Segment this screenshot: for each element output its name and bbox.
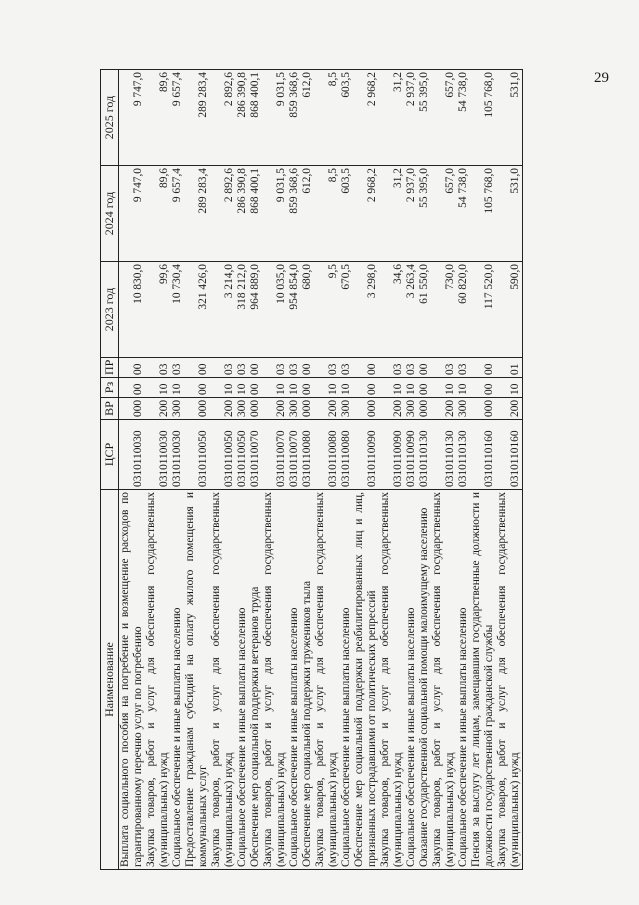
- row-rz: 10: [314, 378, 340, 398]
- row-pr: 00: [119, 358, 146, 378]
- header-2023: 2023 год: [101, 262, 119, 358]
- row-vr: 200: [210, 398, 236, 420]
- table-row: [184, 70, 210, 870]
- row-value-2025: 54 738,0: [457, 70, 470, 166]
- row-value-2024: 9 657,4: [171, 166, 184, 262]
- row-vr: 000: [353, 398, 379, 420]
- row-pr: 03: [288, 358, 301, 378]
- row-vr: 000: [184, 398, 210, 420]
- table-row: [353, 70, 379, 870]
- page-number: 29: [594, 70, 609, 86]
- row-csr: 0310110050: [210, 420, 236, 490]
- row-value-2025: 657,0: [431, 70, 457, 166]
- row-pr: 00: [353, 358, 379, 378]
- row-pr: 00: [301, 358, 314, 378]
- header-vr: ВР: [101, 398, 119, 420]
- header-2025: 2025 год: [101, 70, 119, 166]
- row-name: Закупка товаров, работ и услуг для обеспечения государственных (муниципальных) нужд: [496, 490, 523, 870]
- row-name: Обеспечение мер социальной поддержки реабилитированных лиц и лиц, признанных пострадавшими от политических репрессий: [353, 490, 379, 870]
- row-name: Обеспечение мер социальной поддержки ветеранов труда: [249, 490, 262, 870]
- row-csr: 0310110030: [171, 420, 184, 490]
- row-value-2024: 31,2: [379, 166, 405, 262]
- row-pr: 03: [431, 358, 457, 378]
- row-vr: 200: [379, 398, 405, 420]
- row-value-2025: 9 747,0: [119, 70, 146, 166]
- row-value-2024: 859 368,6: [288, 166, 301, 262]
- row-name: Закупка товаров, работ и услуг для обеспечения государственных (муниципальных) нужд: [314, 490, 340, 870]
- row-csr: 0310110160: [496, 420, 523, 490]
- row-value-2023: 10 035,0: [262, 262, 288, 358]
- row-vr: 200: [431, 398, 457, 420]
- row-csr: 0310110080: [340, 420, 353, 490]
- row-value-2024: 9 747,0: [119, 166, 146, 262]
- row-vr: 300: [457, 398, 470, 420]
- row-value-2024: 105 768,0: [470, 166, 496, 262]
- row-rz: 10: [145, 378, 171, 398]
- row-rz: 10: [340, 378, 353, 398]
- row-csr: 0310110090: [405, 420, 418, 490]
- row-pr: 00: [184, 358, 210, 378]
- row-csr: 0310110080: [301, 420, 314, 490]
- row-value-2024: 8,5: [314, 166, 340, 262]
- table-container: [100, 70, 620, 870]
- row-value-2025: 868 400,1: [249, 70, 262, 166]
- row-name: Социальное обеспечение и иные выплаты населению: [236, 490, 249, 870]
- row-vr: 300: [171, 398, 184, 420]
- row-pr: 03: [145, 358, 171, 378]
- row-csr: 0310110130: [418, 420, 431, 490]
- row-value-2023: 9,5: [314, 262, 340, 358]
- row-rz: 10: [236, 378, 249, 398]
- row-rz: 00: [353, 378, 379, 398]
- row-pr: 00: [249, 358, 262, 378]
- row-rz: 10: [405, 378, 418, 398]
- table-row: [210, 70, 236, 870]
- row-vr: 300: [288, 398, 301, 420]
- row-rz: 10: [288, 378, 301, 398]
- row-csr: 0310110070: [262, 420, 288, 490]
- row-rz: 00: [119, 378, 146, 398]
- row-value-2025: 612,0: [301, 70, 314, 166]
- row-value-2023: 680,0: [301, 262, 314, 358]
- row-csr: 0310110050: [236, 420, 249, 490]
- row-value-2025: 859 368,6: [288, 70, 301, 166]
- row-value-2023: 60 820,0: [457, 262, 470, 358]
- row-vr: 200: [145, 398, 171, 420]
- row-rz: 00: [470, 378, 496, 398]
- row-value-2024: 289 283,4: [184, 166, 210, 262]
- row-pr: 01: [496, 358, 523, 378]
- row-value-2025: 603,5: [340, 70, 353, 166]
- row-value-2025: 2 937,0: [405, 70, 418, 166]
- row-value-2023: 590,0: [496, 262, 523, 358]
- row-value-2024: 54 738,0: [457, 166, 470, 262]
- row-vr: 000: [249, 398, 262, 420]
- row-value-2024: 612,0: [301, 166, 314, 262]
- row-value-2023: 10 830,0: [119, 262, 146, 358]
- row-value-2024: 89,6: [145, 166, 171, 262]
- row-csr: 0310110080: [314, 420, 340, 490]
- row-vr: 200: [262, 398, 288, 420]
- table-row: [249, 70, 262, 870]
- row-value-2025: 8,5: [314, 70, 340, 166]
- row-name: Закупка товаров, работ и услуг для обеспечения государственных (муниципальных) нужд: [262, 490, 288, 870]
- header-csr: ЦСР: [101, 420, 119, 490]
- row-name: Закупка товаров, работ и услуг для обеспечения государственных (муниципальных) нужд: [145, 490, 171, 870]
- row-value-2025: 105 768,0: [470, 70, 496, 166]
- row-rz: 00: [184, 378, 210, 398]
- row-name: Социальное обеспечение и иные выплаты населению: [171, 490, 184, 870]
- row-value-2025: 55 395,0: [418, 70, 431, 166]
- row-value-2024: 2 892,6: [210, 166, 236, 262]
- row-pr: 03: [379, 358, 405, 378]
- row-pr: 03: [340, 358, 353, 378]
- row-pr: 00: [470, 358, 496, 378]
- budget-table: [100, 69, 523, 870]
- row-vr: 300: [405, 398, 418, 420]
- row-pr: 03: [314, 358, 340, 378]
- row-name: Закупка товаров, работ и услуг для обеспечения государственных (муниципальных) нужд: [431, 490, 457, 870]
- row-value-2023: 964 889,0: [249, 262, 262, 358]
- row-pr: 00: [418, 358, 431, 378]
- row-name: Оказание государственной социальной помощи малоимущему населению: [418, 490, 431, 870]
- row-pr: 03: [405, 358, 418, 378]
- table-row: [119, 70, 146, 870]
- row-vr: 200: [314, 398, 340, 420]
- row-name: Закупка товаров, работ и услуг для обеспечения государственных (муниципальных) нужд: [210, 490, 236, 870]
- header-name: Наименование: [101, 490, 119, 870]
- row-vr: 000: [418, 398, 431, 420]
- row-name: Предоставление гражданам субсидий на оплату жилого помещения и коммунальных услуг: [184, 490, 210, 870]
- row-value-2025: 286 390,8: [236, 70, 249, 166]
- header-pr: ПР: [101, 358, 119, 378]
- row-value-2025: 89,6: [145, 70, 171, 166]
- row-name: Обеспечение мер социальной поддержки тружеников тыла: [301, 490, 314, 870]
- row-name: Социальное обеспечение и иные выплаты населению: [340, 490, 353, 870]
- row-vr: 200: [496, 398, 523, 420]
- row-value-2025: 9 657,4: [171, 70, 184, 166]
- row-pr: 03: [236, 358, 249, 378]
- table-row: [431, 70, 457, 870]
- row-value-2025: 2 968,2: [353, 70, 379, 166]
- table-row: [145, 70, 171, 870]
- row-csr: 0310110090: [379, 420, 405, 490]
- row-value-2023: 730,0: [431, 262, 457, 358]
- row-csr: 0310110160: [470, 420, 496, 490]
- table-row: [288, 70, 301, 870]
- table-header-row: [101, 70, 119, 870]
- row-vr: 300: [236, 398, 249, 420]
- row-value-2023: 3 263,4: [405, 262, 418, 358]
- row-csr: 0310110030: [145, 420, 171, 490]
- rotated-table-frame: [100, 70, 620, 870]
- row-value-2023: 99,6: [145, 262, 171, 358]
- row-value-2025: 31,2: [379, 70, 405, 166]
- row-rz: 10: [379, 378, 405, 398]
- header-2024: 2024 год: [101, 166, 119, 262]
- table-row: [405, 70, 418, 870]
- row-value-2023: 318 212,0: [236, 262, 249, 358]
- row-value-2024: 286 390,8: [236, 166, 249, 262]
- row-vr: 300: [340, 398, 353, 420]
- row-value-2024: 55 395,0: [418, 166, 431, 262]
- row-value-2024: 2 937,0: [405, 166, 418, 262]
- table-row: [496, 70, 523, 870]
- table-row: [171, 70, 184, 870]
- row-name: Пенсия за выслугу лет лицам, замещавшим государственные должности и должности государственной гражданской службы: [470, 490, 496, 870]
- row-vr: 000: [301, 398, 314, 420]
- row-value-2024: 603,5: [340, 166, 353, 262]
- row-name: Социальное обеспечение и иные выплаты населению: [405, 490, 418, 870]
- row-csr: 0310110130: [457, 420, 470, 490]
- row-rz: 10: [262, 378, 288, 398]
- row-value-2023: 117 520,0: [470, 262, 496, 358]
- table-row: [470, 70, 496, 870]
- row-rz: 10: [457, 378, 470, 398]
- table-body: [119, 70, 523, 870]
- row-value-2023: 34,6: [379, 262, 405, 358]
- row-value-2024: 531,0: [496, 166, 523, 262]
- row-value-2023: 670,5: [340, 262, 353, 358]
- row-csr: 0310110030: [119, 420, 146, 490]
- row-value-2025: 289 283,4: [184, 70, 210, 166]
- row-rz: 00: [301, 378, 314, 398]
- row-value-2024: 9 031,5: [262, 166, 288, 262]
- row-vr: 000: [119, 398, 146, 420]
- table-row: [236, 70, 249, 870]
- row-value-2023: 3 214,0: [210, 262, 236, 358]
- row-pr: 03: [210, 358, 236, 378]
- row-rz: 00: [249, 378, 262, 398]
- row-pr: 03: [457, 358, 470, 378]
- row-value-2024: 657,0: [431, 166, 457, 262]
- row-value-2024: 868 400,1: [249, 166, 262, 262]
- row-vr: 000: [470, 398, 496, 420]
- row-value-2024: 2 968,2: [353, 166, 379, 262]
- row-value-2025: 2 892,6: [210, 70, 236, 166]
- row-csr: 0310110130: [431, 420, 457, 490]
- table-row: [314, 70, 340, 870]
- row-value-2025: 9 031,5: [262, 70, 288, 166]
- row-name: Социальное обеспечение и иные выплаты населению: [457, 490, 470, 870]
- row-value-2025: 531,0: [496, 70, 523, 166]
- row-csr: 0310110090: [353, 420, 379, 490]
- row-name: Закупка товаров, работ и услуг для обеспечения государственных (муниципальных) нужд: [379, 490, 405, 870]
- table-row: [340, 70, 353, 870]
- row-rz: 10: [496, 378, 523, 398]
- row-rz: 00: [418, 378, 431, 398]
- row-pr: 03: [262, 358, 288, 378]
- row-name: Выплата социального пособия на погребение и возмещение расходов по гарантированному перечню услуг по погребению: [119, 490, 146, 870]
- table-row: [379, 70, 405, 870]
- row-rz: 10: [210, 378, 236, 398]
- row-csr: 0310110070: [288, 420, 301, 490]
- row-rz: 10: [431, 378, 457, 398]
- row-csr: 0310110070: [249, 420, 262, 490]
- row-rz: 10: [171, 378, 184, 398]
- row-value-2023: 954 854,0: [288, 262, 301, 358]
- table-row: [262, 70, 288, 870]
- table-row: [418, 70, 431, 870]
- row-csr: 0310110050: [184, 420, 210, 490]
- row-value-2023: 3 298,0: [353, 262, 379, 358]
- header-rz: Рз: [101, 378, 119, 398]
- table-row: [457, 70, 470, 870]
- table-row: [301, 70, 314, 870]
- row-name: Социальное обеспечение и иные выплаты населению: [288, 490, 301, 870]
- row-value-2023: 10 730,4: [171, 262, 184, 358]
- row-pr: 03: [171, 358, 184, 378]
- row-value-2023: 61 550,0: [418, 262, 431, 358]
- row-value-2023: 321 426,0: [184, 262, 210, 358]
